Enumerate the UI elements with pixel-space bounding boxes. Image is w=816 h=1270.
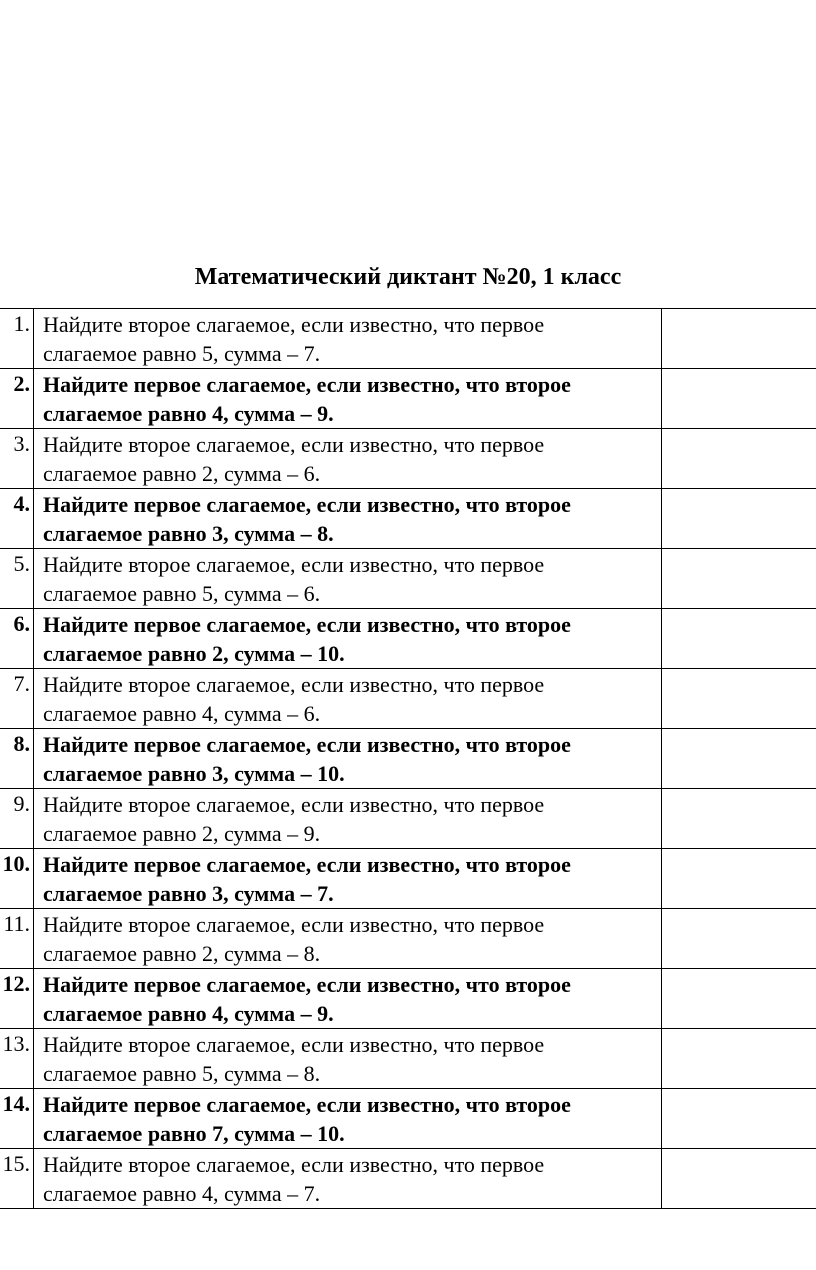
item-text-line-2: слагаемое равно 5, сумма – 7.: [43, 341, 321, 366]
item-text: [34, 309, 662, 369]
item-text-line-2: слагаемое равно 4, сумма – 9.: [43, 1001, 334, 1026]
item-text-line-1: Найдите первое слагаемое, если известно, что второе: [43, 852, 571, 877]
answer-cell[interactable]: [662, 849, 816, 909]
answer-cell[interactable]: [662, 489, 816, 549]
item-number: 4.: [0, 489, 34, 549]
answer-cell[interactable]: [662, 789, 816, 849]
item-text-line-1: Найдите второе слагаемое, если известно, что первое: [43, 672, 545, 697]
item-text: [34, 969, 662, 1029]
item-text-line-1: Найдите второе слагаемое, если известно, что первое: [43, 792, 545, 817]
answer-cell[interactable]: [662, 909, 816, 969]
item-text-line-1: Найдите первое слагаемое, если известно, что второе: [43, 1092, 571, 1117]
item-number: 13.: [0, 1029, 34, 1089]
answer-cell[interactable]: [662, 969, 816, 1029]
item-number: 6.: [0, 609, 34, 669]
item-text-line-2: слагаемое равно 3, сумма – 10.: [43, 761, 345, 786]
item-text: [34, 1089, 662, 1149]
item-text: [34, 429, 662, 489]
table-row: [0, 789, 816, 849]
answer-cell[interactable]: [662, 549, 816, 609]
answer-cell[interactable]: [662, 729, 816, 789]
item-text-line-1: Найдите первое слагаемое, если известно, что второе: [43, 492, 571, 517]
item-text-line-2: слагаемое равно 3, сумма – 7.: [43, 881, 334, 906]
item-text-line-2: слагаемое равно 4, сумма – 9.: [43, 401, 334, 426]
table-row: [0, 369, 816, 429]
item-number: 3.: [0, 429, 34, 489]
item-text: [34, 1149, 662, 1209]
item-number: 12.: [0, 969, 34, 1029]
dictation-table: [0, 308, 816, 1209]
item-text-line-2: слагаемое равно 7, сумма – 10.: [43, 1121, 345, 1146]
table-body: [0, 309, 816, 1209]
item-text-line-1: Найдите второе слагаемое, если известно, что первое: [43, 912, 545, 937]
item-text: [34, 669, 662, 729]
item-text-line-1: Найдите второе слагаемое, если известно, что первое: [43, 312, 545, 337]
item-text-line-1: Найдите первое слагаемое, если известно, что второе: [43, 972, 571, 997]
table-row: [0, 729, 816, 789]
item-number: 5.: [0, 549, 34, 609]
item-text: [34, 849, 662, 909]
item-text: [34, 549, 662, 609]
item-number: 15.: [0, 1149, 34, 1209]
item-number: 2.: [0, 369, 34, 429]
table-row: [0, 1149, 816, 1209]
table-row: [0, 1089, 816, 1149]
item-text: [34, 909, 662, 969]
item-text-line-1: Найдите первое слагаемое, если известно, что второе: [43, 612, 571, 637]
table-row: [0, 549, 816, 609]
table-row: [0, 909, 816, 969]
table-row: [0, 669, 816, 729]
item-number: 14.: [0, 1089, 34, 1149]
item-number: 7.: [0, 669, 34, 729]
table-row: [0, 309, 816, 369]
page-title: Математический диктант №20, 1 класс: [194, 264, 622, 290]
item-number: 10.: [0, 849, 34, 909]
table-row: [0, 609, 816, 669]
item-text-line-2: слагаемое равно 3, сумма – 8.: [43, 521, 334, 546]
item-text-line-2: слагаемое равно 5, сумма – 6.: [43, 581, 321, 606]
item-text-line-2: слагаемое равно 2, сумма – 9.: [43, 821, 321, 846]
table-row: [0, 849, 816, 909]
item-text-line-2: слагаемое равно 4, сумма – 7.: [43, 1181, 321, 1206]
answer-cell[interactable]: [662, 669, 816, 729]
item-text: [34, 369, 662, 429]
answer-cell[interactable]: [662, 429, 816, 489]
table-row: [0, 969, 816, 1029]
item-text: [34, 609, 662, 669]
item-text: [34, 1029, 662, 1089]
item-text-line-1: Найдите второе слагаемое, если известно, что первое: [43, 552, 545, 577]
answer-cell[interactable]: [662, 609, 816, 669]
answer-cell[interactable]: [662, 1149, 816, 1209]
item-number: 9.: [0, 789, 34, 849]
item-number: 11.: [0, 909, 34, 969]
item-text-line-1: Найдите второе слагаемое, если известно, что первое: [43, 1152, 545, 1177]
item-text-line-1: Найдите второе слагаемое, если известно, что первое: [43, 1032, 545, 1057]
item-number: 8.: [0, 729, 34, 789]
item-text-line-1: Найдите первое слагаемое, если известно, что второе: [43, 372, 571, 397]
item-text-line-1: Найдите второе слагаемое, если известно, что первое: [43, 432, 545, 457]
item-text-line-2: слагаемое равно 2, сумма – 10.: [43, 641, 345, 666]
answer-cell[interactable]: [662, 1029, 816, 1089]
item-number: 1.: [0, 309, 34, 369]
answer-cell[interactable]: [662, 1089, 816, 1149]
item-text-line-2: слагаемое равно 2, сумма – 8.: [43, 941, 321, 966]
item-text-line-2: слагаемое равно 5, сумма – 8.: [43, 1061, 321, 1086]
item-text: [34, 729, 662, 789]
item-text-line-2: слагаемое равно 4, сумма – 6.: [43, 701, 321, 726]
answer-cell[interactable]: [662, 309, 816, 369]
table-row: [0, 429, 816, 489]
answer-cell[interactable]: [662, 369, 816, 429]
item-text-line-1: Найдите первое слагаемое, если известно, что второе: [43, 732, 571, 757]
item-text: [34, 489, 662, 549]
table-row: [0, 489, 816, 549]
table-row: [0, 1029, 816, 1089]
item-text: [34, 789, 662, 849]
item-text-line-2: слагаемое равно 2, сумма – 6.: [43, 461, 321, 486]
